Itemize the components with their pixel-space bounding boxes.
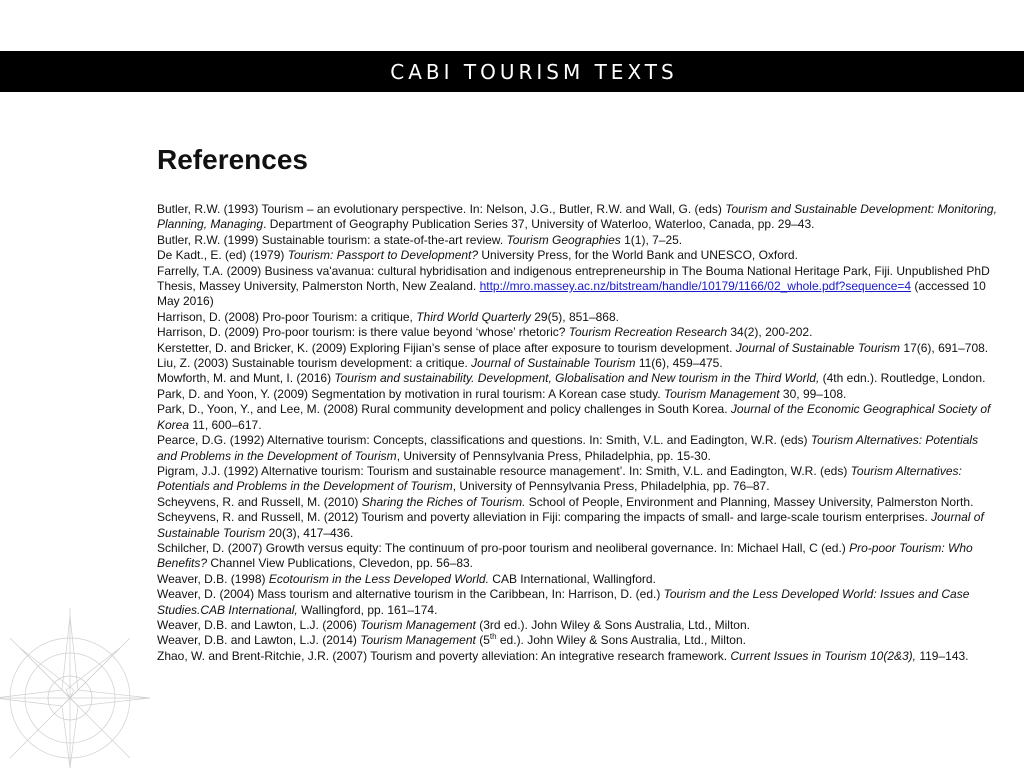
reference-text: Harrison, D. (2009) Pro-poor tourism: is there value beyond ‘whose’ rhetoric? xyxy=(157,325,569,340)
reference-item xyxy=(157,633,999,648)
reference-text: 119–143. xyxy=(916,648,969,663)
reference-title: Tourism Management xyxy=(663,386,780,401)
reference-text: Butler, R.W. (1993) Tourism – an evolutionary perspective. In: Nelson, J.G., Butler, R.W. and Wall, G. (eds) xyxy=(157,202,726,216)
header-banner xyxy=(0,51,1024,92)
reference-text: CAB International, Wallingford. xyxy=(488,571,656,586)
reference-item xyxy=(157,510,999,541)
reference-title: Tourism Management xyxy=(360,617,476,632)
reference-title: Third World Quarterly xyxy=(416,309,531,324)
reference-text: 29(5), 851–868. xyxy=(530,309,619,324)
reference-title: Ecotourism in the Less Developed World. xyxy=(268,571,489,586)
reference-link[interactable]: http://mro.massey.ac.nz/bitstream/handle/10179/1166/02_whole.pdf?sequence=4 xyxy=(479,279,912,294)
reference-item xyxy=(157,387,999,402)
reference-item xyxy=(157,356,999,371)
reference-text: Weaver, D. (2004) Mass tourism and alternative tourism in the Caribbean, In: Harrison, D. (ed.) xyxy=(157,587,664,602)
reference-text: University Press, for the World Bank and UNESCO, Oxford. xyxy=(478,248,798,263)
reference-item xyxy=(157,495,999,510)
reference-text: Channel View Publications, Clevedon, pp. 56–83. xyxy=(207,556,474,571)
reference-text: Weaver, D.B. and Lawton, L.J. (2014) xyxy=(157,633,361,648)
page-title: References xyxy=(157,144,308,175)
reference-text: 1(1), 7–25. xyxy=(620,232,683,247)
reference-text: Weaver, D.B. and Lawton, L.J. (2006) xyxy=(157,617,361,632)
reference-item xyxy=(157,202,999,233)
reference-text: 30, 99–108. xyxy=(779,386,847,401)
reference-text: ed.). John Wiley & Sons Australia, Ltd., Milton. xyxy=(496,633,746,648)
reference-title: Sharing the Riches of Tourism. xyxy=(361,494,526,509)
reference-title: Tourism Alternatives: Potentials and Problems in the Development of Tourism xyxy=(157,433,979,463)
reference-item xyxy=(157,341,999,356)
reference-title: Current Issues in Tourism 10(2&3), xyxy=(730,648,917,663)
reference-text: Farrelly, T.A. (2009) Business va'avanua: cultural hybridisation and indigenous entrepreneurship in The Bouma National Heritage Park, Fiji. Unpublished PhD Thesis, Massey University, Palmerston North, New Zealand. xyxy=(157,263,990,294)
reference-text: (3rd ed.). John Wiley & Sons Australia, Ltd., Milton. xyxy=(475,617,750,632)
reference-text: Liu, Z. (2003) Sustainable tourism development: a critique. xyxy=(157,356,472,371)
reference-title: Journal of Sustainable Tourism xyxy=(157,510,984,540)
reference-text: , University of Pennsylvania Press, Philadelphia, pp. 15-30. xyxy=(396,448,711,463)
reference-item xyxy=(157,310,999,325)
reference-item xyxy=(157,649,999,664)
reference-text: (5 xyxy=(475,633,490,648)
reference-text: Park, D., Yoon, Y., and Lee, M. (2008) Rural community development and policy challenges in South Korea. xyxy=(157,402,731,417)
reference-text: (4th edn.). Routledge, London. xyxy=(819,371,986,386)
reference-text: Scheyvens, R. and Russell, M. (2010) xyxy=(157,494,362,509)
reference-list xyxy=(157,202,999,664)
reference-item xyxy=(157,402,999,433)
reference-title: Tourism Alternatives: Potentials and Problems in the Development of Tourism xyxy=(157,463,962,494)
reference-title: Pro-poor Tourism: Who Benefits? xyxy=(157,540,973,571)
reference-item xyxy=(157,325,999,340)
reference-text: Wallingford, pp. 161–174. xyxy=(297,602,438,617)
banner-title: CABI TOURISM TEXTS xyxy=(390,59,678,84)
reference-item xyxy=(157,618,999,633)
reference-text: 17(6), 691–708. xyxy=(900,340,989,355)
reference-item xyxy=(157,248,999,263)
reference-text: Scheyvens, R. and Russell, M. (2012) Tourism and poverty alleviation in Fiji: comparing the impacts of small- and large-scale tourism enterprises. xyxy=(157,510,932,525)
reference-title: Tourism Geographies xyxy=(506,232,621,247)
reference-text: (accessed 10 May 2016) xyxy=(157,279,986,309)
reference-superscript: th xyxy=(489,632,497,642)
reference-text: Weaver, D.B. (1998) xyxy=(157,571,269,586)
reference-item xyxy=(157,233,999,248)
reference-text: 11, 600–617. xyxy=(189,417,262,432)
reference-text: Mowforth, M. and Munt, I. (2016) xyxy=(157,371,335,386)
reference-title: Tourism and sustainability. Development, Globalisation and New tourism in the Third World, xyxy=(334,371,820,386)
reference-title: Tourism and the Less Developed World: Issues and Case Studies.CAB International, xyxy=(157,587,970,617)
reference-text: Schilcher, D. (2007) Growth versus equity: The continuum of pro-poor tourism and neoliberal governance. In: Michael Hall, C (ed.) xyxy=(157,540,850,555)
reference-item xyxy=(157,264,999,310)
reference-title: Tourism Recreation Research xyxy=(568,325,728,340)
reference-text: Zhao, W. and Brent-Ritchie, J.R. (2007) Tourism and poverty alleviation: An integrative research framework. xyxy=(157,648,731,663)
reference-title: Journal of Sustainable Tourism xyxy=(735,340,901,355)
reference-item xyxy=(157,572,999,587)
reference-text: 34(2), 200-202. xyxy=(727,325,813,340)
reference-text: Harrison, D. (2008) Pro-poor Tourism: a critique, xyxy=(157,309,417,324)
reference-item xyxy=(157,541,999,572)
reference-title: Tourism: Passport to Development? xyxy=(287,248,479,263)
reference-text: 20(3), 417–436. xyxy=(265,525,354,540)
reference-title: Journal of the Economic Geographical Society of Korea xyxy=(157,402,991,432)
reference-item xyxy=(157,587,999,618)
reference-text: De Kadt., E. (ed) (1979) xyxy=(157,248,288,263)
reference-text: Kerstetter, D. and Bricker, K. (2009) Exploring Fijian’s sense of place after exposure to tourism development. xyxy=(157,340,736,355)
reference-title: Journal of Sustainable Tourism xyxy=(471,356,636,371)
reference-title: Tourism Management xyxy=(360,633,476,648)
reference-text: Pearce, D.G. (1992) Alternative tourism: Concepts, classifications and questions. In: Smith, V.L. and Eadington, W.R. (eds) xyxy=(157,433,811,448)
reference-text: . Department of Geography Publication Series 37, University of Waterloo, Waterloo, Canada, pp. 29–43. xyxy=(263,217,815,232)
reference-text: Pigram, J.J. (1992) Alternative tourism: Tourism and sustainable resource management’. In: Smith, V.L. and Eadington, W.R. (eds) xyxy=(157,463,851,478)
reference-text: Park, D. and Yoon, Y. (2009) Segmentation by motivation in rural tourism: A Korean case study. xyxy=(157,386,664,401)
reference-item xyxy=(157,464,999,495)
reference-text: Butler, R.W. (1999) Sustainable tourism: a state-of-the-art review. xyxy=(157,232,507,247)
compass-rose-icon xyxy=(0,568,168,768)
reference-text: , University of Pennsylvania Press, Philadelphia, pp. 76–87. xyxy=(452,479,770,494)
reference-text: 11(6), 459–475. xyxy=(635,356,723,371)
reference-item xyxy=(157,371,999,386)
reference-title: Tourism and Sustainable Development: Monitoring, Planning, Managing xyxy=(157,202,997,232)
reference-text: School of People, Environment and Planning, Massey University, Palmerston North. xyxy=(525,494,974,509)
reference-item xyxy=(157,433,999,464)
